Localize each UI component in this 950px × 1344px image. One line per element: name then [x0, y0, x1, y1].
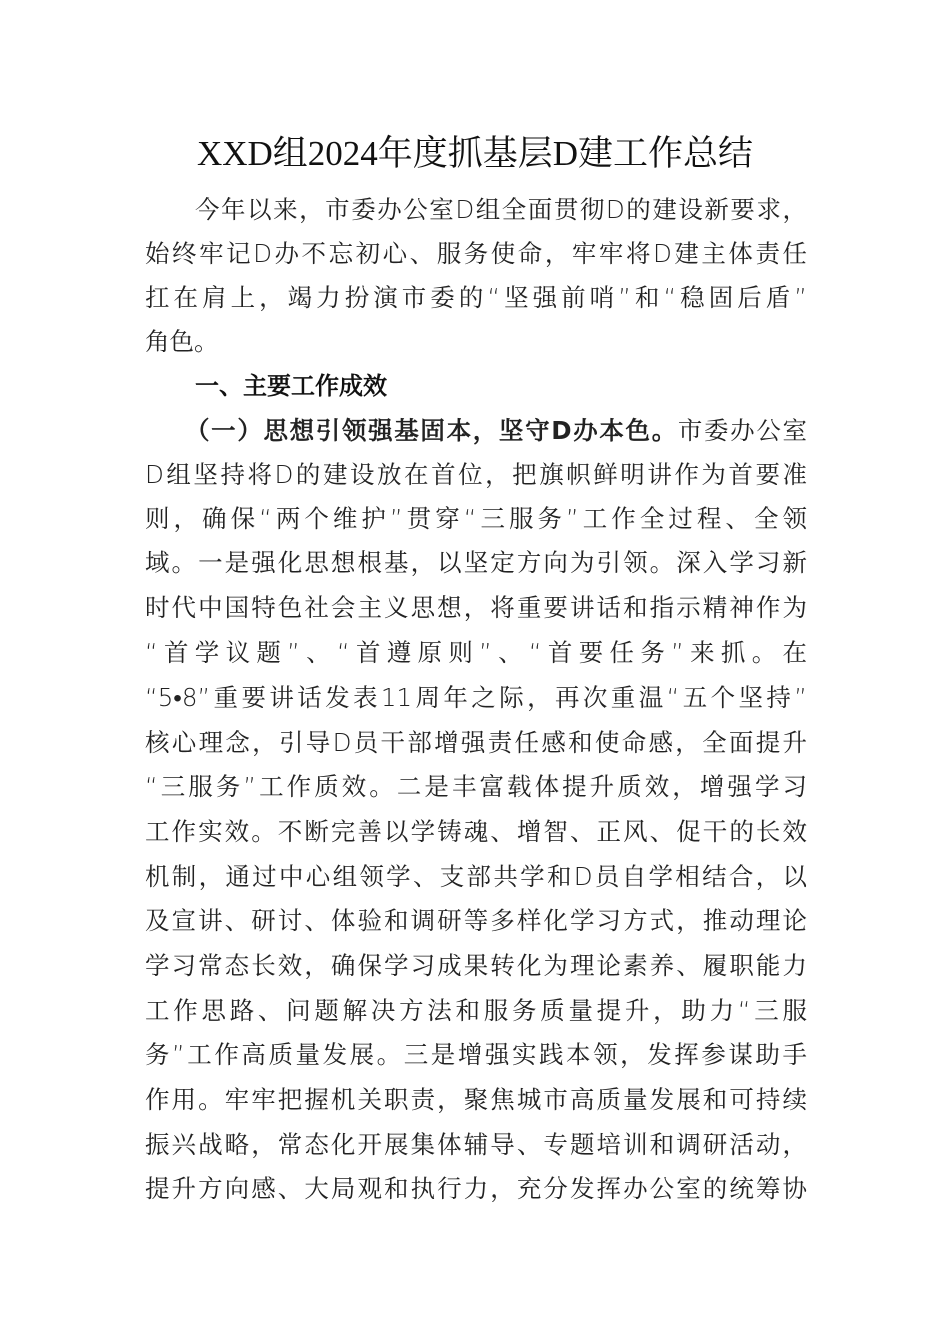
body-line: 振兴战略，常态化开展集体辅导、专题培训和调研活动，: [145, 1130, 807, 1159]
body-line: 提升方向感、大局观和执行力，充分发挥办公室的统筹协: [145, 1174, 807, 1203]
intro-line: 始终牢记D办不忘初心、服务使命，牢牢将D建主体责任: [145, 239, 807, 268]
body-line: 作用。牢牢把握机关职责，聚焦城市高质量发展和可持续: [145, 1085, 807, 1114]
body-line: 机制，通过中心组领学、支部共学和D员自学相结合，以: [145, 862, 807, 891]
body-line: 务”工作高质量发展。三是增强实践本领，发挥参谋助手: [145, 1040, 807, 1069]
intro-line: 角色。: [145, 327, 219, 356]
body-line: “三服务”工作质效。二是丰富载体提升质效，增强学习: [145, 772, 807, 801]
body-line: 及宣讲、研讨、体验和调研等多样化学习方式，推动理论: [145, 906, 807, 935]
body-line: “首学议题”、“首遵原则”、“首要任务”来抓。在: [145, 638, 807, 667]
subsection-heading: （一）思想引领强基固本，坚守D办本色。: [185, 416, 678, 445]
section-heading: 一、主要工作成效: [195, 372, 387, 400]
body-line: 工作思路、问题解决方法和服务质量提升，助力“三服: [145, 996, 807, 1025]
document-title: XXD组2024年度抓基层D建工作总结: [196, 134, 754, 173]
subsection-first-line: [185, 409, 807, 453]
body-line: 核心理念，引导D员干部增强责任感和使命感，全面提升: [145, 728, 807, 757]
body-line: 工作实效。不断完善以学铸魂、增智、正风、促干的长效: [145, 817, 807, 846]
body-line: 域。一是强化思想根基，以坚定方向为引领。深入学习新: [145, 548, 807, 577]
body-line: “5•8”重要讲话发表11周年之际，再次重温“五个坚持”: [145, 683, 807, 712]
body-line: D组坚持将D的建设放在首位，把旗帜鲜明讲作为首要准: [145, 460, 807, 489]
body-line: 时代中国特色社会主义思想，将重要讲话和指示精神作为: [145, 593, 807, 622]
body-line: 则，确保“两个维护”贯穿“三服务”工作全过程、全领: [145, 504, 807, 533]
subsection-first-line-rest: 市委办公室: [677, 416, 807, 445]
intro-line: 扛在肩上，竭力扮演市委的“坚强前哨”和“稳固后盾”: [145, 283, 807, 312]
intro-line: 今年以来，市委办公室D组全面贯彻D的建设新要求，: [195, 195, 807, 224]
body-line: 学习常态长效，确保学习成果转化为理论素养、履职能力: [145, 951, 807, 980]
